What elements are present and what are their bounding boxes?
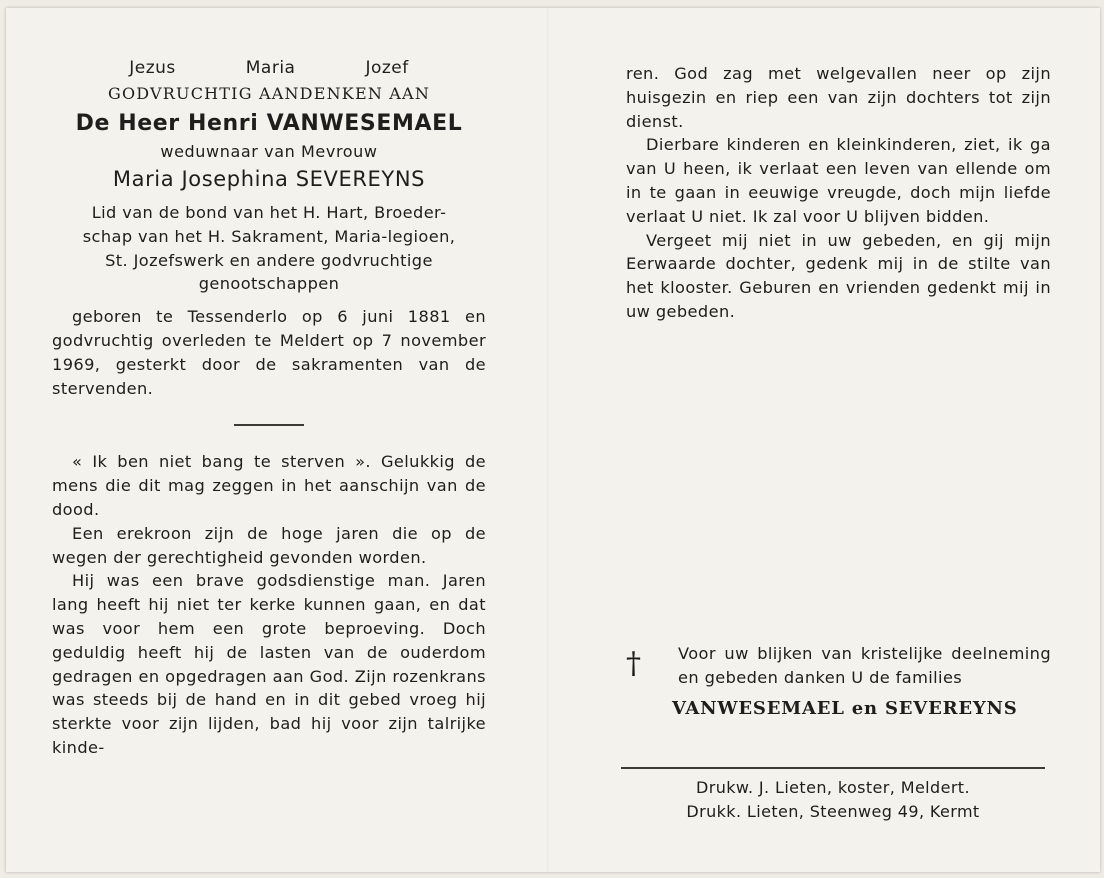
- birth-death-text: [52, 305, 486, 400]
- invocation-jezus: Jezus: [129, 58, 176, 78]
- families-names: VANWESEMAEL en SEVEREYNS: [672, 697, 1018, 719]
- membership-line: Lid van de bond van het H. Hart, Broeder-: [91, 203, 447, 222]
- printer-rule: [621, 767, 1045, 769]
- right-body-text: [626, 62, 1051, 324]
- deceased-name: De Heer Henri VANWESEMAEL: [75, 111, 463, 136]
- widower-line: weduwnaar van Mevrouw: [160, 142, 378, 161]
- erekroon-paragraph: Een erekroon zijn de hoge jaren die op de wegen der gerechtigheid gevonden worden.: [52, 523, 486, 567]
- section-divider: [234, 424, 304, 426]
- farewell-paragraph: Dierbare kinderen en kleinkinderen, ziet, ik ga van U heen, ik verlaat een leven van ellende om in te gaan in eeuwige vreugde, doch mijn liefde verlaat U niet. Ik zal voor U blijven bidden.: [626, 135, 1051, 226]
- printer-line: Drukk. Lieten, Steenweg 49, Kermt: [686, 802, 980, 821]
- invocation-maria: Maria: [245, 58, 296, 78]
- printer-info: [621, 776, 1045, 824]
- thanks-block: [626, 642, 1051, 719]
- invocation: [52, 58, 486, 78]
- right-page: [626, 62, 1051, 324]
- life-paragraph: Hij was een brave godsdienstige man. Jaren lang heeft hij niet ter kerke kunnen gaan, en dat was voor hem een grote beproeving. Doch geduldig heeft hij de lasten van de ouderdom gedragen en opgedragen aan God. Zijn rozenkrans was steeds bij de hand en in dit gebed vroeg hij sterkte voor zijn lijden, bad hij voor zijn talrijke kinde-: [52, 571, 486, 757]
- card-fold: [547, 8, 549, 872]
- printer-line: Drukw. J. Lieten, koster, Meldert.: [696, 778, 970, 797]
- membership: [52, 201, 486, 296]
- prayer-request-paragraph: Vergeet mij niet in uw gebeden, en gij mijn Eerwaarde dochter, gedenk mij in de stilte van het klooster. Geburen en vrienden gedenkt mij in uw gebeden.: [626, 230, 1051, 321]
- cross-icon: †: [626, 646, 641, 681]
- membership-line: St. Jozefswerk en andere godvruchtige: [105, 250, 433, 270]
- quote-paragraph: « Ik ben niet bang te sterven ». Gelukkig de mens die dit mag zeggen in het aanschijn van de dood.: [52, 452, 486, 519]
- invocation-jozef: Jozef: [365, 58, 409, 78]
- left-body-text: [52, 450, 486, 759]
- membership-line: schap van het H. Sakrament, Maria-legioen,: [82, 226, 456, 246]
- thanks-text: Voor uw blijken van kristelijke deelneming en gebeden danken U de families: [678, 644, 1051, 687]
- spouse-name: Maria Josephina SEVEREYNS: [112, 167, 426, 191]
- memorial-heading: GODVRUCHTIG AANDENKEN AAN: [107, 84, 431, 103]
- birth-death-paragraph: geboren te Tessenderlo op 6 juni 1881 en godvruchtig overleden te Meldert op 7 november 1969, gesterkt door de sakramenten van de stervenden.: [52, 307, 486, 398]
- left-page: [52, 58, 486, 760]
- membership-line: genootschappen: [198, 274, 340, 294]
- continuation-paragraph: ren. God zag met welgevallen neer op zijn huisgezin en riep een van zijn dochters tot zijn dienst.: [626, 64, 1051, 131]
